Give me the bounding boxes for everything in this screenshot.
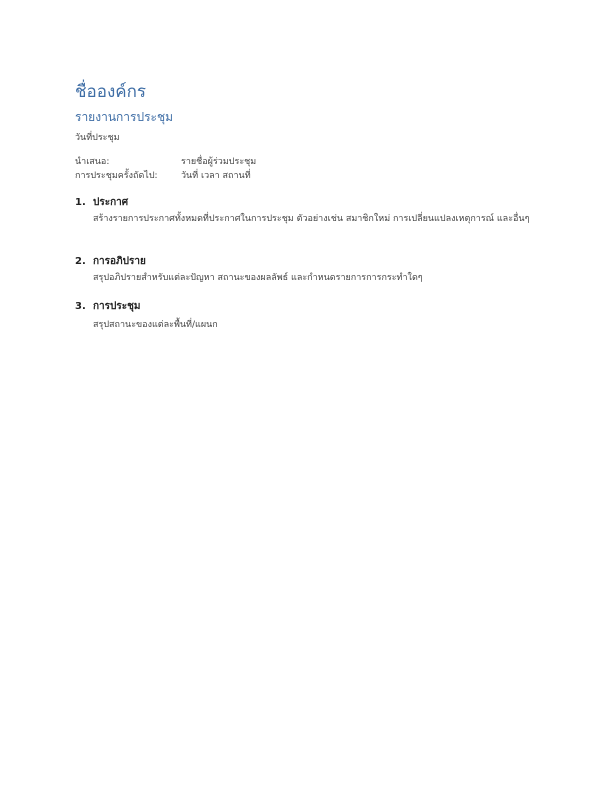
- section-body-announcements: สร้างรายการประกาศทั้งหมดที่ประกาศในการประชุม ตัวอย่างเช่น สมาชิกใหม่ การเปลี่ยนแปลงเหตุการณ์ และอื่นๆ: [93, 214, 530, 224]
- presenter-label: นำเสนอ:: [75, 157, 110, 167]
- section-title: การประชุม: [93, 301, 141, 312]
- meeting-date: วันที่ประชุม: [75, 133, 120, 143]
- section-number: 3.: [75, 301, 86, 312]
- section-heading-announcements: [75, 195, 128, 210]
- section-number: 2.: [75, 256, 86, 267]
- section-heading-discussion: [75, 254, 146, 269]
- section-number: 1.: [75, 197, 86, 208]
- section-title: ประกาศ: [93, 197, 129, 208]
- presenter-value: รายชื่อผู้ร่วมประชุม: [181, 157, 257, 167]
- report-title: รายงานการประชุม: [75, 110, 174, 124]
- section-body-discussion: สรุปอภิปรายสำหรับแต่ละปัญหา สถานะของผลลัพธ์ และกำหนดรายการการกระทำใดๆ: [93, 273, 423, 283]
- section-heading-meeting: [75, 299, 141, 314]
- next-meeting-label: การประชุมครั้งถัดไป:: [75, 171, 158, 181]
- section-body-meeting: สรุปสถานะของแต่ละพื้นที่/แผนก: [93, 320, 218, 330]
- section-title: การอภิปราย: [93, 256, 146, 267]
- organization-name: ชื่อองค์กร: [75, 82, 147, 102]
- next-meeting-value: วันที่ เวลา สถานที่: [181, 171, 251, 181]
